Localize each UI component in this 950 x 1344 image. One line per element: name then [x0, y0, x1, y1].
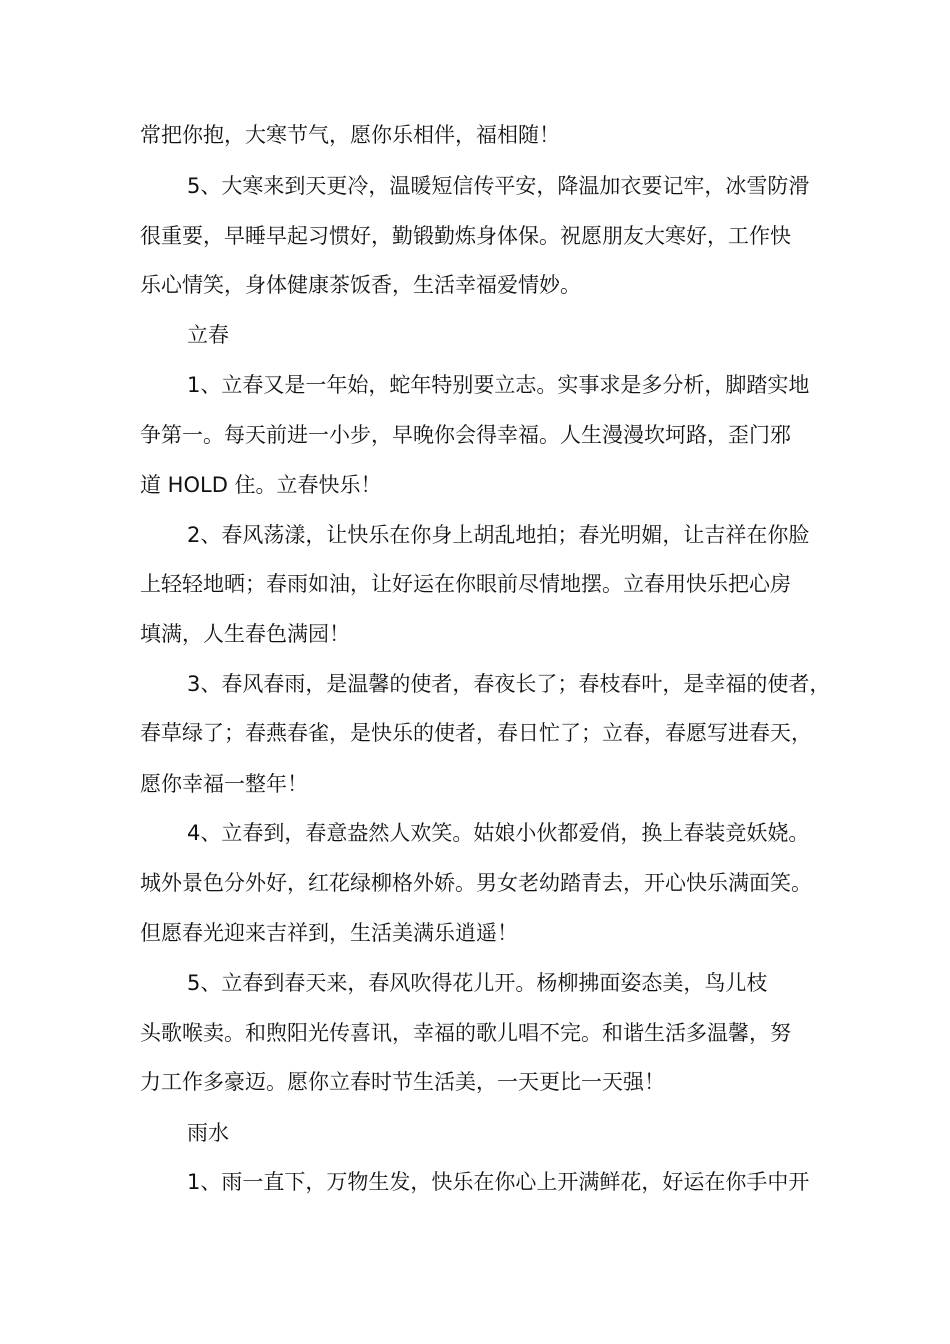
text-line: 5、立春到春天来，春风吹得花儿开。杨柳拂面姿态美，鸟儿枝 — [187, 971, 768, 995]
text-line: 头歌喉卖。和煦阳光传喜讯，幸福的歌儿唱不完。和谐生活多温馨，努 — [140, 1021, 791, 1045]
text-line: 上轻轻地晒；春雨如油，让好运在你眼前尽情地摆。立春用快乐把心房 — [140, 572, 791, 596]
text-line: 2、春风荡漾，让快乐在你身上胡乱地拍；春光明媚，让吉祥在你脸 — [187, 523, 810, 547]
text-line: 填满，人生春色满园！ — [140, 622, 350, 646]
text-line: 城外景色分外好，红花绿柳格外娇。男女老幼踏青去，开心快乐满面笑。 — [140, 871, 812, 895]
text-line: 乐心情笑，身体健康茶饭香，生活幸福爱情妙。 — [140, 273, 581, 297]
text-line: 春草绿了；春燕春雀，是快乐的使者，春日忙了；立春，春愿写进春天， — [140, 721, 812, 745]
text-line: 力工作多豪迈。愿你立春时节生活美，一天更比一天强！ — [140, 1070, 665, 1094]
text-line: 常把你抱，大寒节气，愿你乐相伴，福相随！ — [140, 123, 560, 147]
text-line: 3、春风春雨，是温馨的使者，春夜长了；春枝春叶，是幸福的使者， — [187, 672, 831, 696]
text-line: 1、雨一直下，万物生发，快乐在你心上开满鲜花，好运在你手中开 — [187, 1170, 810, 1194]
text-line: 争第一。每天前进一小步，早晚你会得幸福。人生漫漫坎坷路，歪门邪 — [140, 423, 791, 447]
section-heading: 立春 — [187, 323, 229, 347]
text-line: 但愿春光迎来吉祥到，生活美满乐逍遥！ — [140, 921, 518, 945]
text-line: 愿你幸福一整年！ — [140, 772, 308, 796]
section-heading: 雨水 — [187, 1121, 229, 1145]
text-line: 很重要，早睡早起习惯好，勤锻勤炼身体保。祝愿朋友大寒好，工作快 — [140, 224, 791, 248]
text-line: 1、立春又是一年始，蛇年特别要立志。实事求是多分析，脚踏实地 — [187, 373, 810, 397]
text-line: 道 HOLD 住。立春快乐！ — [140, 473, 382, 497]
text-line: 4、立春到，春意盎然人欢笑。姑娘小伙都爱俏，换上春装竞妖娆。 — [187, 821, 810, 845]
text-line: 5、大寒来到天更冷，温暖短信传平安，降温加衣要记牢，冰雪防滑 — [187, 174, 810, 198]
